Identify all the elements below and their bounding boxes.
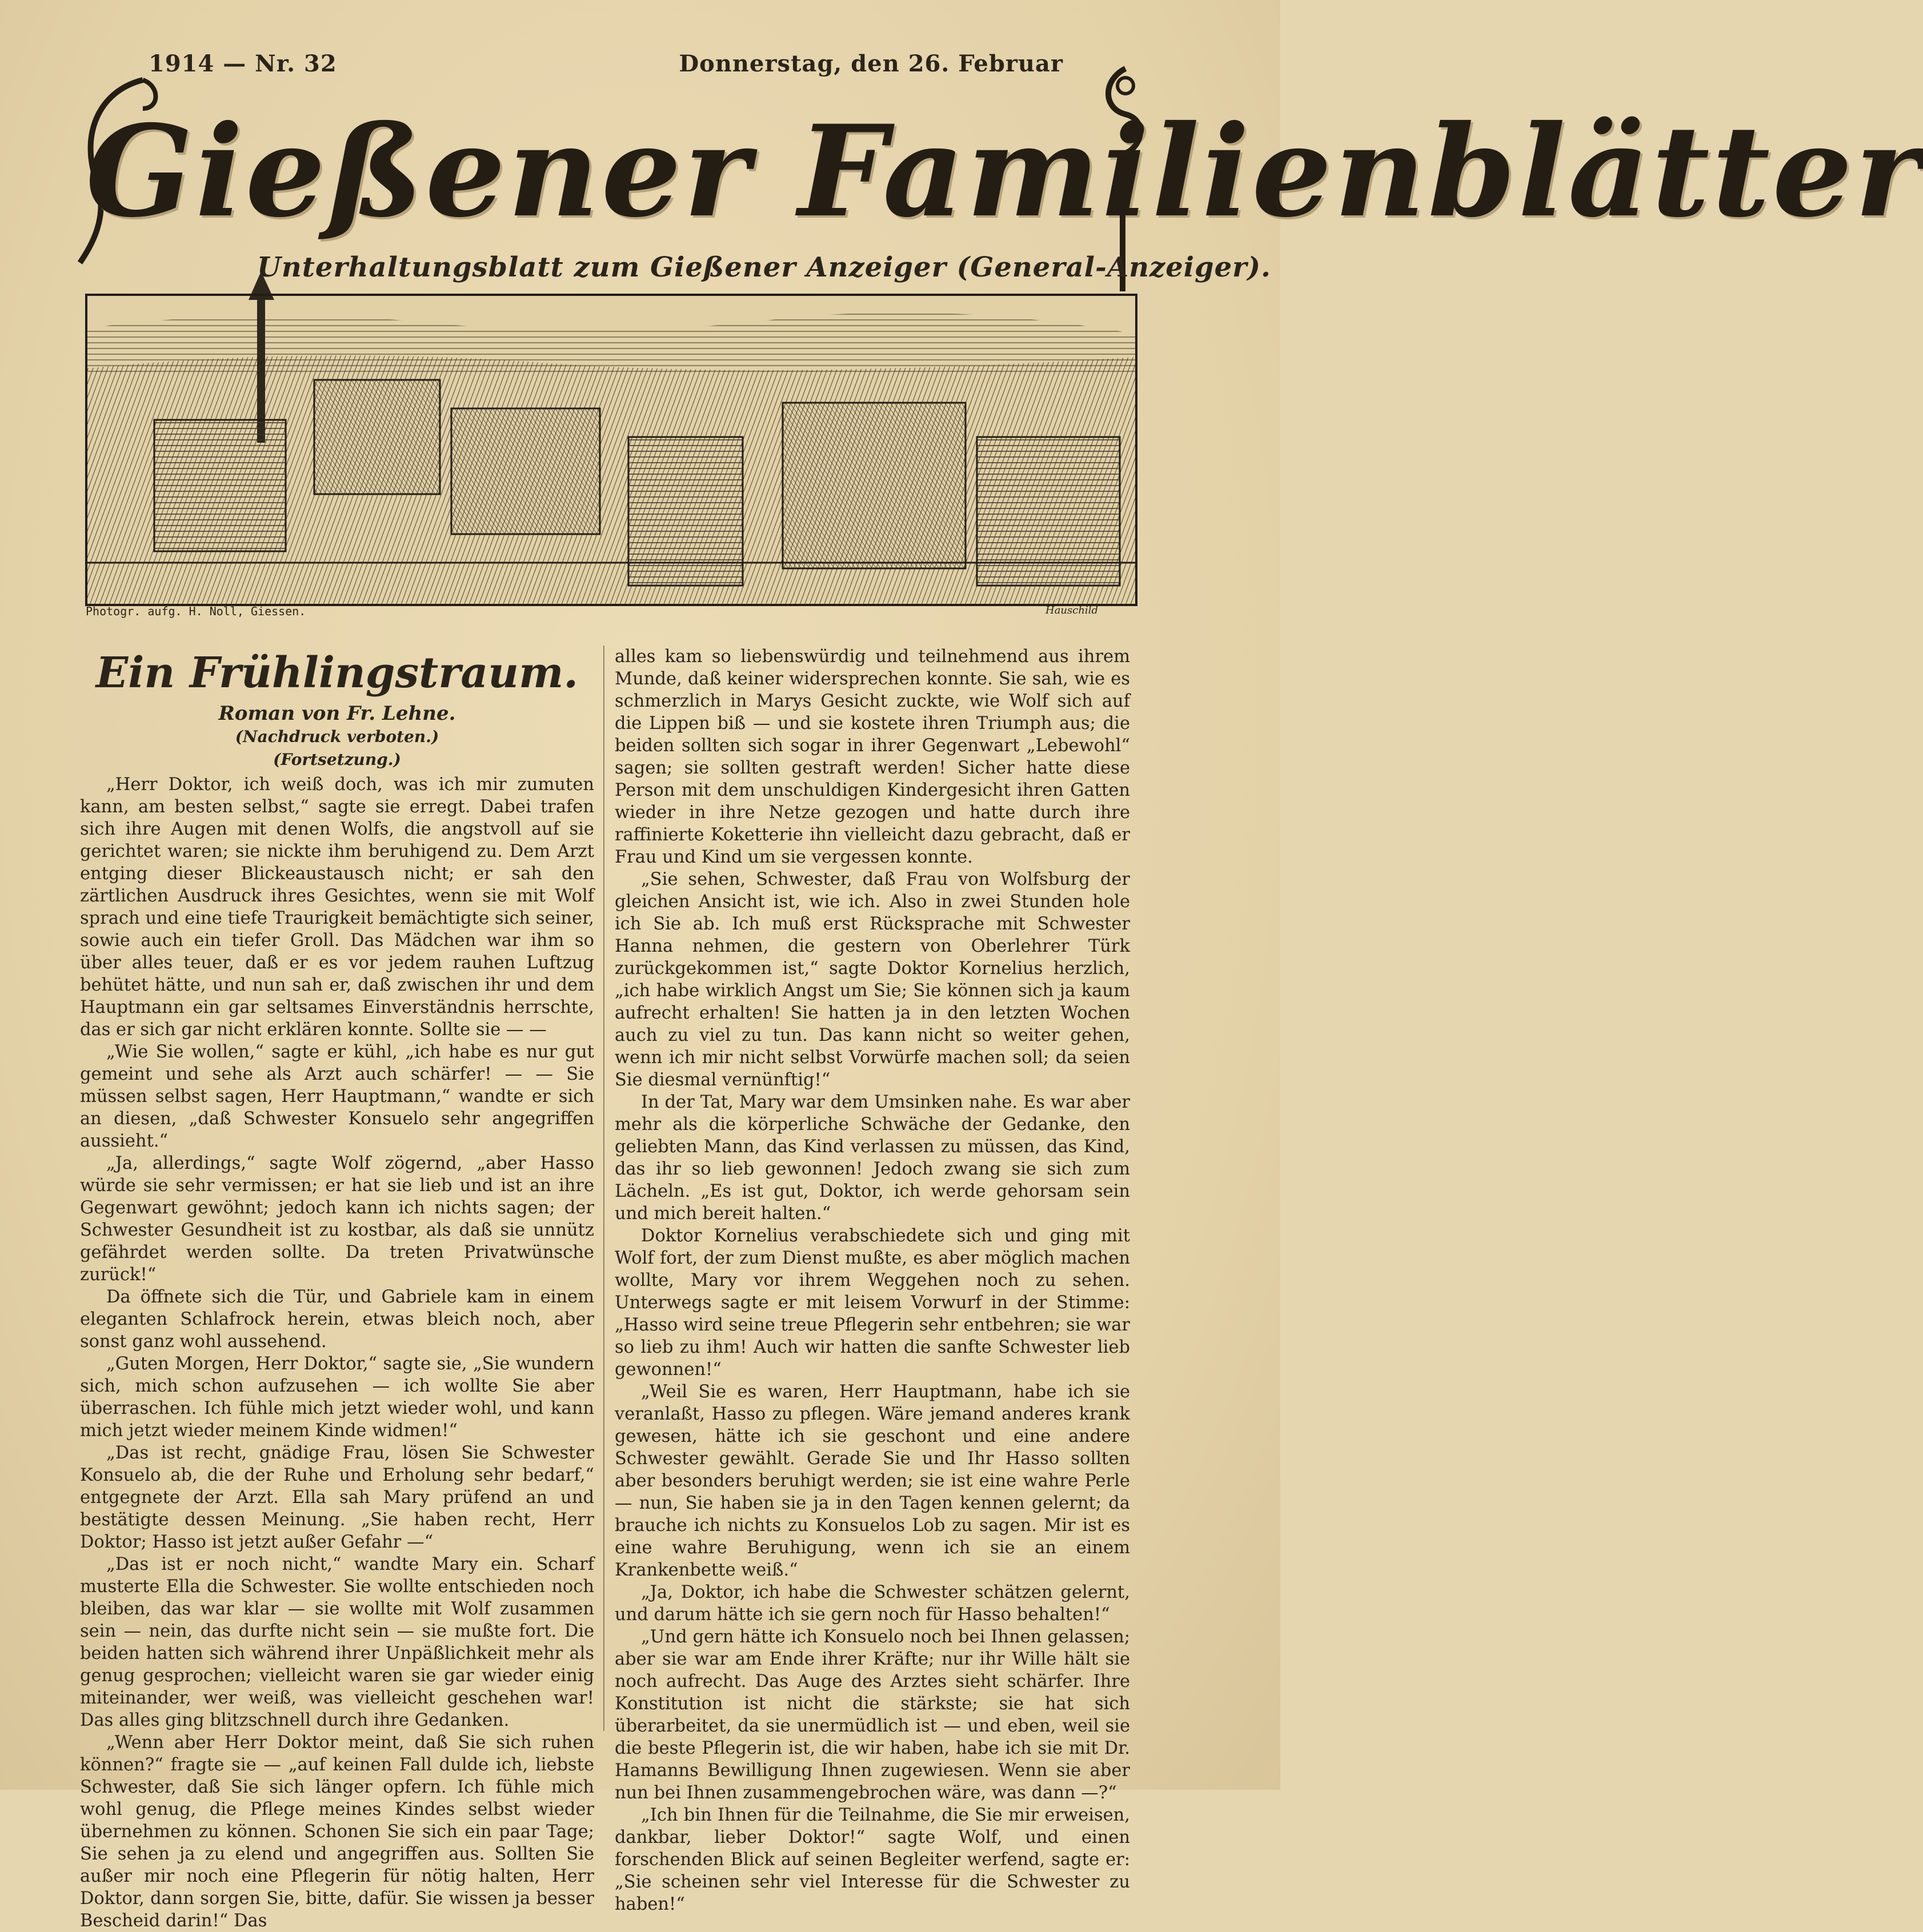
paragraph: Doktor Kornelius verabschiedete sich und ging mit Wolf fort, der zum Dienst mußte, es aber möglich machen wollte, Mary vor ihrem Weggehen noch zu sehen. Unterwegs sagte er mit leisem Vorwurf in der Stimme: „Hasso wird seine treue Pflegerin sehr entbehren; sie war so lieb zu ihm! Auch wir hatten die sanfte Schwester lieb gewonnen!“: [615, 1226, 1130, 1380]
paragraph: Da öffnete sich die Tür, und Gabriele kam in einem eleganten Schlafrock herein, etwas bleich noch, aber sonst ganz wohl aussehend.: [80, 1287, 594, 1352]
paragraph: „Das ist er noch nicht,“ wandte Mary ein. Scharf musterte Ella die Schwester. Sie wollte entschieden noch bleiben, das war klar — sie wollte mit Wolf zusammen sein — nein, das durfte nicht sein — sie mußte fort. Die beiden hatten sich während ihrer Unpäßlichkeit mehr als genug gesprochen; vielleicht waren sie gar wieder einig miteinander, wer weiß, was vielleicht geschehen war! Das alles ging blitzschnell durch ihre Gedanken.: [80, 1554, 594, 1730]
paragraph: „Das ist recht, gnädige Frau, lösen Sie Schwester Konsuelo ab, die der Ruhe und Erholung sehr bedarf,“ entgegnete der Arzt. Ella sah Mary prüfend an und bestätigte dessen Meinung. „Sie haben recht, Herr Doktor; Hasso ist jetzt außer Gefahr —“: [80, 1443, 594, 1552]
issue-date: Donnerstag, den 26. Februar: [679, 50, 1063, 77]
paragraph: „Herr Doktor, ich weiß doch, was ich mir zumuten kann, am besten selbst,“ sagte sie erregt. Dabei trafen sich ihre Augen mit denen Wolfs, die angstvoll auf sie gerichtet waren; sie nickte ihm beruhigend zu. Dem Arzt entging dieser Blickeaustausch nicht; er sah den zärtlichen Ausdruck ihres Gesichtes, wenn sie mit Wolf sprach und eine tiefe Traurigkeit bemächtigte sich seiner, sowie auch ein tiefer Groll. Das Mädchen war ihm so über alles teuer, daß er es vor jedem rauhen Luftzug behütet hätte, und nun sah er, daß zwischen ihr und dem Hauptmann ein gar seltsames Einverständnis herrschte, das er sich gar nicht erklären konnte. Sollte sie — —: [80, 775, 594, 1040]
column-right: [615, 646, 1130, 1915]
photo-credit: Photogr. aufg. H. Noll, Giessen.: [86, 604, 306, 618]
paragraph: „Ja, Doktor, ich habe die Schwester schätzen gelernt, und darum hätte ich sie gern noch für Hasso behalten!“: [615, 1582, 1130, 1625]
paragraph: „Sie sehen, Schwester, daß Frau von Wolfsburg der gleichen Ansicht ist, wie ich. Also in zwei Stunden hole ich Sie ab. Ich muß erst Rücksprache mit Schwester Hanna nehmen, die gestern von Oberlehrer Türk zurückgekommen ist,“ sagte Doktor Kornelius herzlich, „ich habe wirklich Angst um Sie; Sie können sich ja kaum aufrecht erhalten! Sie hatten ja in den letzten Wochen auch zu viel zu tun. Das kann nicht so weiter gehen, wenn ich mir nicht selbst Vorwürfe machen soll; da seien Sie diesmal vernünftig!“: [615, 869, 1130, 1090]
paragraph: In der Tat, Mary war dem Umsinken nahe. Es war aber mehr als die körperliche Schwäche der Gedanke, den geliebten Mann, das Kind verlassen zu müssen, das Kind, das ihr so lieb gewonnen! Jedoch zwang sie sich zum Lächeln. „Es ist gut, Doktor, ich werde gehorsam sein und mich bereit halten.“: [615, 1092, 1130, 1224]
paragraph: „Ja, allerdings,“ sagte Wolf zögernd, „aber Hasso würde sie sehr vermissen; er hat sie lieb und ist an ihre Gegenwart gewöhnt; jedoch kann ich nichts sagen; der Schwester Gesundheit ist zu kostbar, als daß sie unnütz gefährdet werden sollte. Da treten Privatwünsche zurück!“: [80, 1153, 594, 1285]
column-divider: [603, 646, 604, 1731]
masthead-title: Gießener Familienblätter: [86, 97, 1923, 245]
paragraph: „Ich bin Ihnen für die Teilnahme, die Sie mir erweisen, dankbar, lieber Doktor!“ sagte Wolf, und einen forschenden Blick auf seinen Begleiter werfend, sagte er: „Sie scheinen sehr viel Interesse für die Schwester zu haben!“: [615, 1805, 1130, 1914]
story-byline: Roman von Fr. Lehne.: [218, 702, 456, 725]
reprint-notice: (Nachdruck verboten.): [235, 727, 439, 746]
continuation-label: (Fortsetzung.): [273, 750, 401, 769]
paragraph: „Wie Sie wollen,“ sagte er kühl, „ich habe es nur gut gemeint und sehe als Arzt auch schärfer! — — Sie müssen selbst sagen, Herr Hauptmann,“ wandte er sich an diesen, „daß Schwester Konsuelo sehr angegriffen aussieht.“: [80, 1042, 594, 1151]
paragraph: „Guten Morgen, Herr Doktor,“ sagte sie, „Sie wundern sich, mich schon aufzusehen — ich wollte Sie aber überraschen. Ich fühle mich jetzt wieder wohl, und kann mich jetzt wieder meinem Kinde widmen!“: [80, 1354, 594, 1441]
paragraph: alles kam so liebenswürdig und teilnehmend aus ihrem Munde, daß keiner widersprechen konnte. Sie sah, wie es schmerzlich in Marys Gesicht zuckte, wie Wolf sich auf die Lippen biß — und sie kostete ihren Triumph aus; die beiden sollten sich sogar in ihrer Gegenwart „Lebewohl“ sagen; sie sollten gestraft werden! Sicher hatte diese Person mit dem unschuldigen Kindergesicht ihren Gatten wieder in ihre Netze gezogen und hatte durch ihre raffinierte Koketterie ihn vielleicht dazu gebracht, daß er Frau und Kind um sie vergessen konnte.: [615, 647, 1130, 867]
engraver-credit: Hauschild: [1045, 604, 1098, 616]
issue-number: 1914 — Nr. 32: [149, 50, 337, 77]
city-panorama-engraving: [86, 294, 1137, 606]
column-left: [80, 646, 594, 1932]
masthead-subtitle: Unterhaltungsblatt zum Gießener Anzeiger (General-Anzeiger).: [257, 251, 1271, 283]
story-title: Ein Frühlingstraum.: [95, 648, 579, 698]
paragraph: „Weil Sie es waren, Herr Hauptmann, habe ich sie veranlaßt, Hasso zu pflegen. Wäre jemand anderes krank gewesen, hätte ich sie geschont und eine andere Schwester gewählt. Gerade Sie und Ihr Hasso sollten aber besonders beruhigt werden; sie ist eine wahre Perle — nun, Sie haben sie ja in den Tagen kennen gelernt; da brauche ich nichts zu Konsuelos Lob zu sagen. Mir ist es eine wahre Beruhigung, wenn ich sie an einem Krankenbette weiß.“: [615, 1382, 1130, 1580]
paragraph: „Wenn aber Herr Doktor meint, daß Sie sich ruhen können?“ fragte sie — „auf keinen Fall dulde ich, liebste Schwester, daß Sie sich länger opfern. Ich fühle mich wohl genug, die Pflege meines Kindes selbst wieder übernehmen zu können. Schonen Sie sich ein paar Tage; Sie sehen ja zu elend und angegriffen aus. Sollten Sie außer mir noch eine Pflegerin für nötig halten, Herr Doktor, dann sorgen Sie, bitte, dafür. Sie wissen ja besser Bescheid darin!“ Das: [80, 1733, 594, 1931]
paragraph: „Und gern hätte ich Konsuelo noch bei Ihnen gelassen; aber sie war am Ende ihrer Kräfte; nur ihr Wille hält sie noch aufrecht. Das Auge des Arztes sieht schärfer. Ihre Konstitution ist nicht die stärkste; sie hat sich überarbeitet, da sie unermüdlich ist — und eben, weil sie die beste Pflegerin ist, die wir haben, habe ich sie mit Dr. Hamanns Bewilligung Ihnen zugewiesen. Wenn sie aber nun bei Ihnen zusammengebrochen wäre, was dann —?“: [615, 1627, 1130, 1803]
